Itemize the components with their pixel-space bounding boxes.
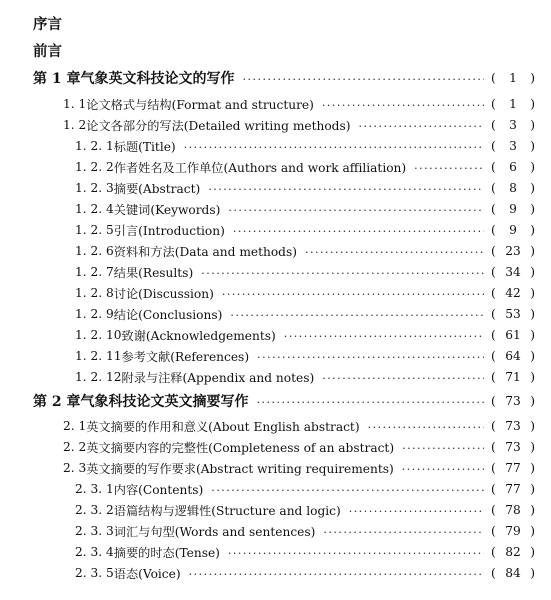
page-number-value: 77 <box>505 461 521 475</box>
page-number-value: 64 <box>505 349 521 363</box>
page-number-value: 53 <box>505 307 521 321</box>
page-number-value: 42 <box>505 286 521 300</box>
entry-title: 摘要的时态(Tense) <box>113 545 220 560</box>
page-number-value: 73 <box>505 394 521 408</box>
entry-number: 2. 3. 2 <box>75 503 114 517</box>
page-number: ( 73 ) <box>491 419 535 433</box>
page-number-value: 77 <box>505 482 521 496</box>
toc-entry-section[interactable] <box>63 94 551 114</box>
toc-entry-sub[interactable] <box>75 157 551 177</box>
page-number-value: 9 <box>509 223 517 237</box>
dot-leader <box>201 267 484 280</box>
title-text: 序言 <box>33 15 62 33</box>
entry-number: 1. 2. 5 <box>75 223 114 237</box>
dot-leader <box>305 246 484 259</box>
entry-number: 2. 2 <box>63 440 87 454</box>
toc-entry-section[interactable] <box>63 115 551 135</box>
page-number-value: 3 <box>509 118 517 132</box>
title-text: 前言 <box>33 42 62 60</box>
toc-entry-sub[interactable] <box>75 199 551 219</box>
dot-leader <box>349 505 484 518</box>
toc-entry-sub[interactable] <box>75 304 551 324</box>
entry-number: 1. 2. 3 <box>75 181 114 195</box>
page-number: ( 9 ) <box>491 223 535 237</box>
toc-entry-sub[interactable] <box>75 136 551 156</box>
entry-number: 2. 3. 5 <box>75 566 114 580</box>
page-number: ( 9 ) <box>491 202 535 216</box>
dot-leader <box>359 120 485 133</box>
page-number: ( 84 ) <box>491 566 535 580</box>
page-number: ( 82 ) <box>491 545 535 559</box>
page-number-value: 23 <box>505 244 521 258</box>
page-number-value: 1 <box>509 71 517 85</box>
entry-number: 1. 2 <box>63 118 87 132</box>
entry-title: 资料和方法(Data and methods) <box>113 244 297 259</box>
toc-entry-chapter[interactable] <box>33 391 551 411</box>
entry-title: 词汇与句型(Words and sentences) <box>113 524 316 539</box>
entry-number: 1. 2. 12 <box>75 370 122 384</box>
dot-leader <box>230 309 484 322</box>
entry-number: 1. 2. 9 <box>75 307 114 321</box>
entry-number: 2. 3 <box>63 461 87 475</box>
entry-number: 1. 2. 6 <box>75 244 114 258</box>
entry-number: 2. 3. 4 <box>75 545 114 559</box>
entry-title: 论文格式与结构(Format and structure) <box>86 97 314 112</box>
toc-entry-sub[interactable] <box>75 500 551 520</box>
entry-number: 2. 3. 1 <box>75 482 114 496</box>
entry-number: 1. 2. 4 <box>75 202 114 216</box>
entry-title: 语态(Voice) <box>113 566 181 581</box>
entry-title: 论文各部分的写法(Detailed writing methods) <box>86 118 351 133</box>
toc-entry-chapter[interactable] <box>33 68 551 88</box>
toc-entry-sub[interactable] <box>75 563 551 583</box>
dot-leader <box>402 442 484 455</box>
toc-entry-sub[interactable] <box>75 178 551 198</box>
page-number-value: 34 <box>505 265 521 279</box>
toc-entry-sub[interactable] <box>75 479 551 499</box>
entry-title: 附录与注释(Appendix and notes) <box>121 370 315 385</box>
toc-entry-sub[interactable] <box>75 262 551 282</box>
page-number: ( 1 ) <box>491 71 535 85</box>
dot-leader <box>322 372 484 385</box>
page-number: ( 3 ) <box>491 118 535 132</box>
page-number-value: 6 <box>509 160 517 174</box>
entry-title: 结论(Conclusions) <box>113 307 223 322</box>
entry-title: 致谢(Acknowledgements) <box>121 328 276 343</box>
dot-leader <box>189 568 484 581</box>
page-number: ( 79 ) <box>491 524 535 538</box>
page-number: ( 6 ) <box>491 160 535 174</box>
dot-leader <box>222 288 484 301</box>
entry-title: 语篇结构与逻辑性(Structure and logic) <box>113 503 341 518</box>
dot-leader <box>184 141 484 154</box>
entry-number: 1. 2. 10 <box>75 328 122 342</box>
entry-title: 英文摘要的写作要求(Abstract writing requirements) <box>86 461 394 476</box>
page-number-value: 78 <box>505 503 521 517</box>
toc-entry-section[interactable] <box>63 416 551 436</box>
dot-leader <box>257 351 484 364</box>
entry-title: 气象科技论文英文摘要写作 <box>80 394 249 410</box>
page-number-value: 73 <box>505 440 521 454</box>
entry-title: 标题(Title) <box>113 139 176 154</box>
page-number: ( 53 ) <box>491 307 535 321</box>
page-number-value: 61 <box>505 328 521 342</box>
dot-leader <box>228 547 484 560</box>
entry-title: 摘要(Abstract) <box>113 181 201 196</box>
dot-leader <box>284 330 484 343</box>
toc-entry-section[interactable] <box>63 458 551 478</box>
page-number: ( 23 ) <box>491 244 535 258</box>
page-number: ( 77 ) <box>491 482 535 496</box>
toc-entry-sub[interactable] <box>75 367 551 387</box>
page-number-value: 73 <box>505 419 521 433</box>
page-number-value: 8 <box>509 181 517 195</box>
dot-leader <box>243 73 485 86</box>
entry-number: 1. 2. 11 <box>75 349 122 363</box>
dot-leader <box>208 183 484 196</box>
page-number: ( 61 ) <box>491 328 535 342</box>
page-number-value: 82 <box>505 545 521 559</box>
toc-entry-sub[interactable] <box>75 346 551 366</box>
entry-number: 第 2 章 <box>33 394 81 410</box>
page-number-value: 3 <box>509 139 517 153</box>
entry-number: 1. 2. 7 <box>75 265 114 279</box>
page-number: ( 78 ) <box>491 503 535 517</box>
dot-leader <box>257 396 485 409</box>
page-number: ( 64 ) <box>491 349 535 363</box>
entry-title: 英文摘要的作用和意义(About English abstract) <box>86 419 360 434</box>
entry-title: 参考文献(References) <box>121 349 250 364</box>
page-number-value: 1 <box>509 97 517 111</box>
entry-title: 引言(Introduction) <box>113 223 225 238</box>
entry-title: 内容(Contents) <box>113 482 204 497</box>
page-number: ( 71 ) <box>491 370 535 384</box>
page-number-value: 84 <box>505 566 521 580</box>
entry-title: 讨论(Discussion) <box>113 286 214 301</box>
toc-entry-sub[interactable] <box>75 325 551 345</box>
page-number: ( 34 ) <box>491 265 535 279</box>
toc-entry-sub[interactable] <box>75 521 551 541</box>
entry-number: 第 1 章 <box>33 71 81 87</box>
dot-leader <box>402 463 484 476</box>
entry-number: 2. 1 <box>63 419 87 433</box>
page-number: ( 73 ) <box>491 440 535 454</box>
entry-number: 1. 2. 1 <box>75 139 114 153</box>
page-number: ( 42 ) <box>491 286 535 300</box>
toc-entry-sub[interactable] <box>75 283 551 303</box>
toc-title-preface-1 <box>33 13 551 33</box>
entry-number: 1. 2. 2 <box>75 160 114 174</box>
entry-title: 作者姓名及工作单位(Authors and work affiliation) <box>113 160 407 175</box>
dot-leader <box>414 162 484 175</box>
entry-title: 结果(Results) <box>113 265 194 280</box>
dot-leader <box>368 421 484 434</box>
page-number-value: 79 <box>505 524 521 538</box>
toc-entry-section[interactable] <box>63 437 551 457</box>
page-number: ( 73 ) <box>491 394 535 408</box>
entry-title: 气象英文科技论文的写作 <box>80 71 235 87</box>
page-number-value: 9 <box>509 202 517 216</box>
entry-number: 1. 1 <box>63 97 87 111</box>
toc-entry-sub[interactable] <box>75 241 551 261</box>
dot-leader <box>323 526 484 539</box>
page-number: ( 8 ) <box>491 181 535 195</box>
page-number: ( 77 ) <box>491 461 535 475</box>
entry-number: 2. 3. 3 <box>75 524 114 538</box>
entry-title: 英文摘要内容的完整性(Completeness of an abstract) <box>86 440 395 455</box>
page-number: ( 3 ) <box>491 139 535 153</box>
dot-leader <box>233 225 484 238</box>
entry-number: 1. 2. 8 <box>75 286 114 300</box>
page-number-value: 71 <box>505 370 521 384</box>
dot-leader <box>322 99 484 112</box>
entry-title: 关键词(Keywords) <box>113 202 221 217</box>
page-number: ( 1 ) <box>491 97 535 111</box>
toc-entry-sub[interactable] <box>75 220 551 240</box>
dot-leader <box>228 204 484 217</box>
toc-title-preface-2 <box>33 40 551 60</box>
dot-leader <box>211 484 484 497</box>
toc-entry-sub[interactable] <box>75 542 551 562</box>
